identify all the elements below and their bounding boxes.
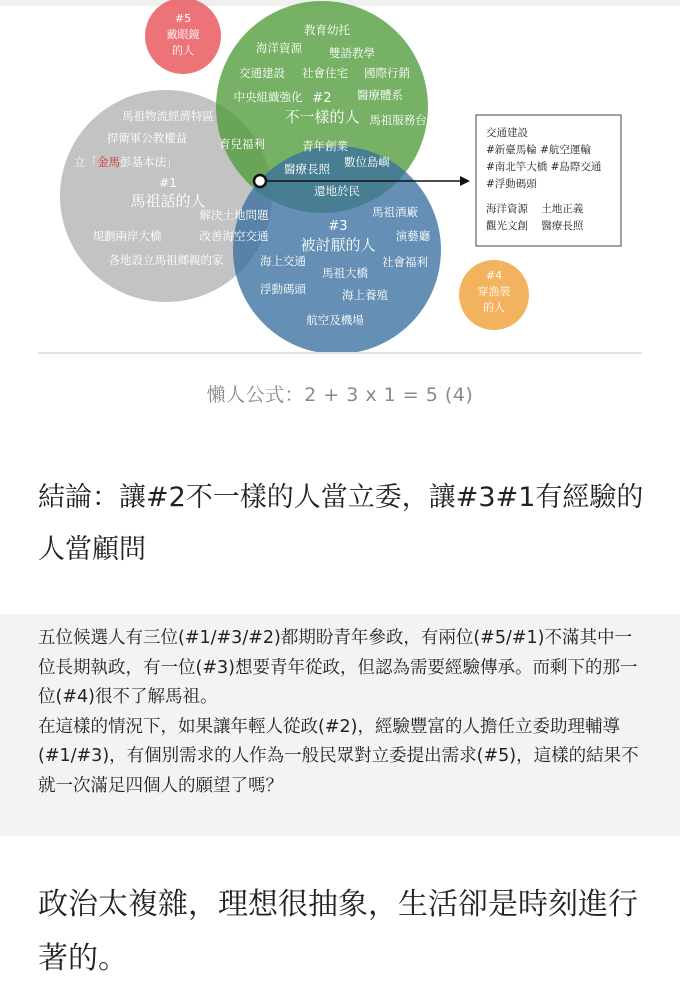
intersection-dot	[254, 175, 266, 187]
term-housing: 社會住宅	[302, 66, 348, 80]
term-crossstrait: 規劃兩岸大橋	[92, 229, 162, 243]
term-medlicense: 醫療長照	[284, 162, 330, 176]
info-box-line-1: 交通建設	[486, 127, 528, 139]
info-box-line-6: 觀光文創 醫療長照	[486, 220, 584, 232]
term-dock: 浮動碼頭	[260, 282, 306, 296]
circle-4-label-1: #4	[485, 269, 503, 282]
info-box-line-5: 海洋資源 土地正義	[486, 203, 584, 215]
info-box-line-3: #南北竿大橋 #島際交通	[486, 161, 602, 173]
term-land: 解決土地問題	[199, 208, 269, 222]
image-caption: 懶人公式：2 + 3 x 1 = 5 (4)	[206, 384, 474, 406]
circle-1-label-2: 馬祖話的人	[130, 192, 206, 210]
term-return: 還地於民	[314, 184, 360, 198]
term-logistics: 馬祖物流經濟特區	[122, 109, 214, 123]
circle-4-label-3: 的人	[483, 301, 505, 314]
term-digital: 數位島嶼	[344, 155, 390, 169]
term-bridge: 馬祖大橋	[322, 266, 368, 280]
term-hometown: 各地設立馬祖鄉親的家	[108, 253, 224, 267]
divider	[38, 352, 642, 354]
circle-4-label-2: 穿漁裝	[477, 285, 511, 298]
term-mzservice: 馬祖服務台	[369, 113, 427, 127]
circle-2-label-1: #2	[312, 91, 332, 106]
circle-1-label-1: #1	[159, 176, 177, 190]
term-edu: 教育幼托	[304, 23, 350, 37]
circle-5-label-3: 的人	[172, 44, 194, 57]
term-intl: 國際行銷	[364, 66, 410, 80]
circle-5-label-1: #5	[174, 12, 192, 25]
info-box-line-2: #新臺馬輪 #航空運輸	[486, 144, 591, 156]
venn-diagram	[0, 0, 680, 352]
term-bilingual: 雙語教學	[329, 46, 375, 60]
term-basic-law-jin: 金馬	[97, 155, 120, 169]
term-central: 中央組織強化	[233, 90, 303, 104]
term-theater: 演藝廳	[395, 229, 431, 243]
info-box-line-4: #浮動碼頭	[486, 178, 537, 190]
closing-heading: 政治太複雜，理想很抽象，生活卻是時刻進行著的。	[38, 887, 638, 976]
term-basic-law	[74, 155, 178, 169]
term-air: 航空及機場	[306, 313, 364, 327]
term-youth: 青年創業	[302, 139, 348, 153]
conclusion-heading: 結論：讓#2不一樣的人當立委，讓#3#1有經驗的人當顧問	[38, 482, 644, 565]
term-traffic: 交通建設	[239, 66, 285, 80]
pointer-arrow-head	[460, 176, 470, 186]
quote-paragraph-2: 在這樣的情況下，如果讓年輕人從政(#2)，經驗豐富的人擔任立委助理輔導(#1/#3)，有個別需求的人作為一般民眾對立委提出需求(#5)，這樣的結果不就一次滿足四個人的願望了嗎？	[38, 716, 639, 796]
circle-5-label-2: 戴眼鏡	[166, 28, 200, 41]
term-winery: 馬祖酒廠	[372, 205, 418, 219]
quote-text	[38, 624, 648, 801]
circle-3-label-1: #3	[328, 219, 348, 234]
circle-3-label-2: 被討厭的人	[300, 236, 376, 254]
term-basic-law-pre: 立「	[74, 155, 97, 169]
term-ocean: 海洋資源	[256, 41, 302, 55]
term-military: 捍衛軍公教權益	[106, 131, 188, 145]
term-medsys: 醫療體系	[357, 88, 403, 102]
term-childcare: 育兒福利	[219, 137, 265, 151]
term-seatraffic: 海上交通	[260, 254, 306, 268]
circle-2-label-2: 不一樣的人	[284, 108, 360, 126]
quote-paragraph-1: 五位候選人有三位(#1/#3/#2)都期盼青年參政，有兩位(#5/#1)不滿其中一位長期執政，有一位(#3)想要青年從政，但認為需要經驗傳承。而剩下的那一位(#4)很不了解馬祖。	[38, 628, 638, 707]
term-basic-law-post: 彭基本法」	[120, 155, 178, 169]
term-welfare: 社會福利	[382, 255, 428, 269]
term-aqua: 海上養殖	[342, 288, 388, 302]
term-sea: 改善海空交通	[199, 229, 269, 243]
